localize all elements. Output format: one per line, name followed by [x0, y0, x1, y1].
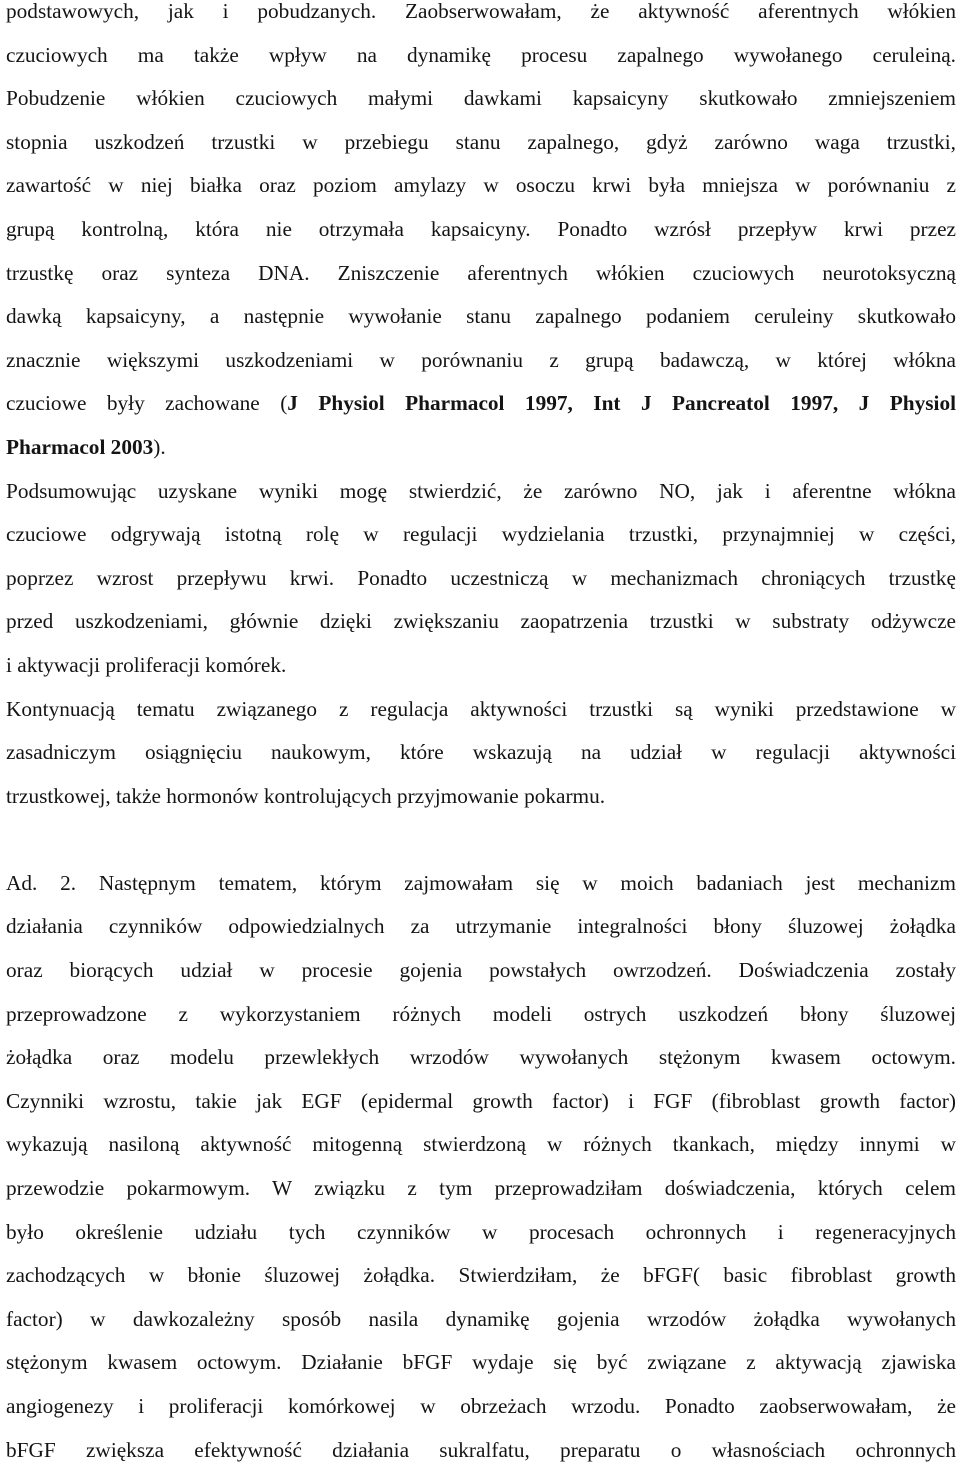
text-line-content: czuciowych ma także wpływ na dynamikę procesu zapalnego wywołanego ceruleiną.: [6, 42, 956, 67]
text-line: [6, 644, 956, 688]
text-line-content: przewodzie pokarmowym. W związku z tym przeprowadziłam doświadczenia, których celem: [6, 1176, 956, 1201]
text-line: [6, 382, 956, 426]
text-line-content: angiogenezy i proliferacji komórkowej w obrzeżach wrzodu. Ponadto zaobserwowałam, że: [6, 1394, 956, 1418]
text-line: [6, 1429, 956, 1472]
text-line: [6, 121, 956, 165]
text-line: [6, 775, 956, 819]
text-line-content: dawką kapsaicyny, a następnie wywołanie stanu zapalnego podaniem ceruleiny skutkowało: [6, 304, 956, 329]
text-line-content: żołądka oraz modelu przewlekłych wrzodów wywołanych stężonym kwasem octowym.: [6, 1045, 956, 1070]
text-line: [6, 513, 956, 557]
text-line-content: trzustkę oraz synteza DNA. Zniszczenie aferentnych włókien czuciowych neurotoksyczną: [6, 260, 956, 285]
text-line: [6, 731, 956, 775]
document-page: [6, 0, 956, 1472]
text-line-content: trzustkowej, także hormonów kontrolujących przyjmowanie pokarmu.: [6, 783, 606, 808]
text-line: [6, 1254, 956, 1298]
text-line-tail: ).: [153, 434, 166, 459]
text-line-content: Ad. 2. Następnym tematem, którym zajmowałam się w moich badaniach jest mechanizm: [6, 870, 956, 895]
text-line: [6, 77, 956, 121]
text-line: [6, 862, 956, 906]
text-line: [6, 1298, 956, 1342]
text-line-content: Kontynuacją tematu związanego z regulacja aktywności trzustki są wyniki przedstawione w: [6, 696, 956, 721]
text-line-content: grupą kontrolną, która nie otrzymała kapsaicyny. Ponadto wzrósł przepływ krwi przez: [6, 216, 956, 241]
text-line-content: zawartość w niej białka oraz poziom amylazy w osoczu krwi była mniejsza w porównaniu z: [6, 173, 956, 198]
text-line-content: działania czynników odpowiedzialnych za utrzymanie integralności błony śluzowej żołądka: [6, 914, 956, 939]
text-line: [6, 470, 956, 514]
text-line-content: i aktywacji proliferacji komórek.: [6, 652, 287, 677]
text-line: [6, 1167, 956, 1211]
text-line: [6, 688, 956, 732]
text-line: [6, 905, 956, 949]
text-line-content: podstawowych, jak i pobudzanych. Zaobserwowałam, że aktywność aferentnych włókien: [6, 0, 956, 23]
text-line-content: znacznie większymi uszkodzeniami w porównaniu z grupą badawczą, w której włókna: [6, 347, 956, 372]
text-line-content: stopnia uszkodzeń trzustki w przebiegu stanu zapalnego, gdyż zarówno waga trzustki,: [6, 129, 956, 154]
text-line: [6, 1123, 956, 1167]
text-line-content: oraz biorących udział w procesie gojenia powstałych owrzodzeń. Doświadczenia zostały: [6, 958, 956, 983]
text-line: [6, 295, 956, 339]
text-line-content: poprzez wzrost przepływu krwi. Ponadto uczestniczą w mechanizmach chroniących trzustkę: [6, 565, 956, 590]
text-line: [6, 1080, 956, 1124]
text-line-content: Czynniki wzrostu, takie jak EGF (epidermal growth factor) i FGF (fibroblast growth factor): [6, 1088, 956, 1113]
text-line: [6, 1341, 956, 1385]
text-line-content: wykazują nasiloną aktywność mitogenną stwierdzoną w różnych tkankach, między innymi w: [6, 1132, 956, 1157]
text-line: [6, 164, 956, 208]
text-line-content: czuciowe odgrywają istotną rolę w regulacji wydzielania trzustki, przynajmniej w części,: [6, 522, 956, 547]
text-line: [6, 993, 956, 1037]
text-line-content: przeprowadzone z wykorzystaniem różnych modeli ostrych uszkodzeń błony śluzowej: [6, 1001, 956, 1026]
text-line: [6, 426, 956, 470]
text-line-content: Podsumowując uzyskane wyniki mogę stwierdzić, że zarówno NO, jak i aferentne włókna: [6, 478, 956, 503]
text-line: [6, 34, 956, 78]
text-line: [6, 1036, 956, 1080]
text-line-content: czuciowe były zachowane (: [6, 391, 288, 416]
text-line-content: Pobudzenie włókien czuciowych małymi dawkami kapsaicyny skutkowało zmniejszeniem: [6, 86, 956, 111]
text-line: [6, 1211, 956, 1255]
paragraph-spacer: [6, 818, 956, 862]
text-line-content: factor) w dawkozależny sposób nasila dynamikę gojenia wrzodów żołądka wywołanych: [6, 1306, 956, 1331]
citation-reference: Pharmacol 2003: [6, 434, 154, 459]
text-line: [6, 1385, 956, 1429]
citation-reference: J Physiol Pharmacol 1997, Int J Pancreatol 1997, J Physiol: [287, 391, 956, 416]
text-line: [6, 252, 956, 296]
text-line-content: zasadniczym osiągnięciu naukowym, które wskazują na udział w regulacji aktywności: [6, 740, 956, 765]
text-line-content: zachodzących w błonie śluzowej żołądka. Stwierdziłam, że bFGF( basic fibroblast growth: [6, 1263, 956, 1288]
text-line: [6, 208, 956, 252]
text-line: [6, 557, 956, 601]
text-line-content: było określenie udziału tych czynników w procesach ochronnych i regeneracyjnych: [6, 1219, 956, 1244]
text-line: [6, 600, 956, 644]
text-line: [6, 339, 956, 383]
text-line-content: przed uszkodzeniami, głównie dzięki zwiększaniu zaopatrzenia trzustki w substraty odżywcze: [6, 609, 956, 634]
text-line-content: stężonym kwasem octowym. Działanie bFGF wydaje się być związane z aktywacją zjawiska: [6, 1350, 956, 1375]
text-line: [6, 949, 956, 993]
text-line: [6, 0, 956, 34]
text-line-content: bFGF zwiększa efektywność działania sukralfatu, preparatu o własnościach ochronnych: [6, 1437, 956, 1462]
